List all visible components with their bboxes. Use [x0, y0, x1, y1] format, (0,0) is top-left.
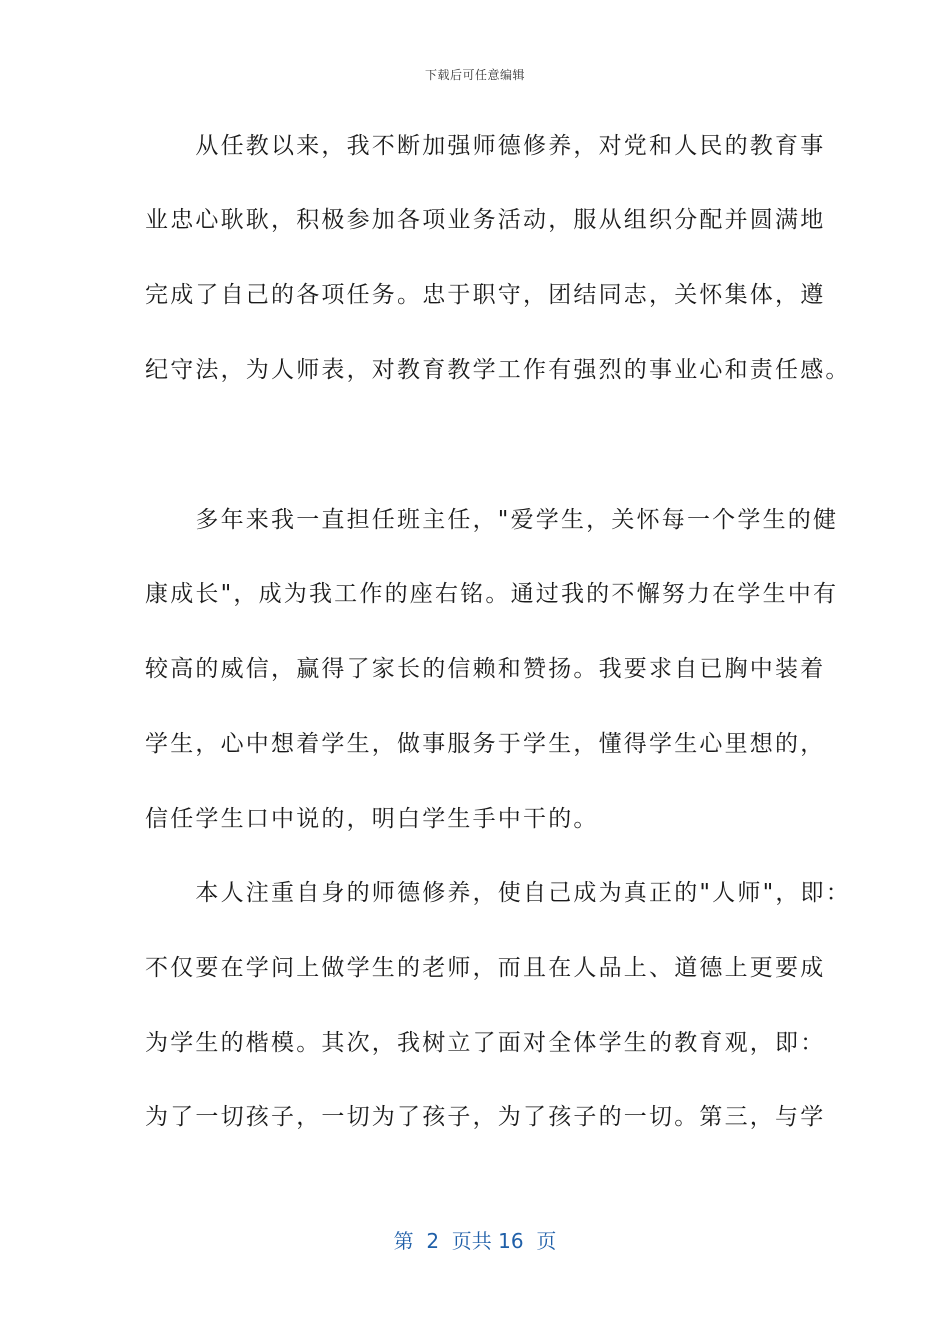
page-number-footer: 第 2 页共 16 页	[393, 1229, 557, 1253]
text-line: 为了一切孩子，一切为了孩子，为了孩子的一切。第三，与学	[145, 1104, 826, 1130]
text-line: 学生，心中想着学生，做事服务于学生，懂得学生心里想的，	[145, 731, 826, 757]
text-line: 纪守法，为人师表，对教育教学工作有强烈的事业心和责任感。	[145, 357, 851, 383]
text-line: 为学生的楷模。其次，我树立了面对全体学生的教育观，即：	[145, 1030, 826, 1056]
page-header: 下载后可任意编辑	[424, 68, 525, 82]
text-line: 本人注重自身的师德修养，使自己成为真正的"人师"，即：	[145, 880, 851, 906]
text-line: 信任学生口中说的，明白学生手中干的。	[145, 806, 599, 832]
text-line: 完成了自己的各项任务。忠于职守，团结同志，关怀集体，遵	[145, 282, 826, 308]
text-line: 业忠心耿耿，积极参加各项业务活动，服从组织分配并圆满地	[145, 207, 826, 233]
text-line: 多年来我一直担任班主任，"爱学生，关怀每一个学生的健	[145, 507, 839, 533]
text-line: 不仅要在学问上做学生的老师，而且在人品上、道德上更要成	[145, 955, 826, 981]
text-line: 从任教以来，我不断加强师德修养，对党和人民的教育事	[145, 133, 826, 159]
text-line: 康成长"，成为我工作的座右铭。通过我的不懈努力在学生中有	[145, 581, 839, 607]
text-line: 较高的威信，赢得了家长的信赖和赞扬。我要求自已胸中装着	[145, 656, 826, 682]
